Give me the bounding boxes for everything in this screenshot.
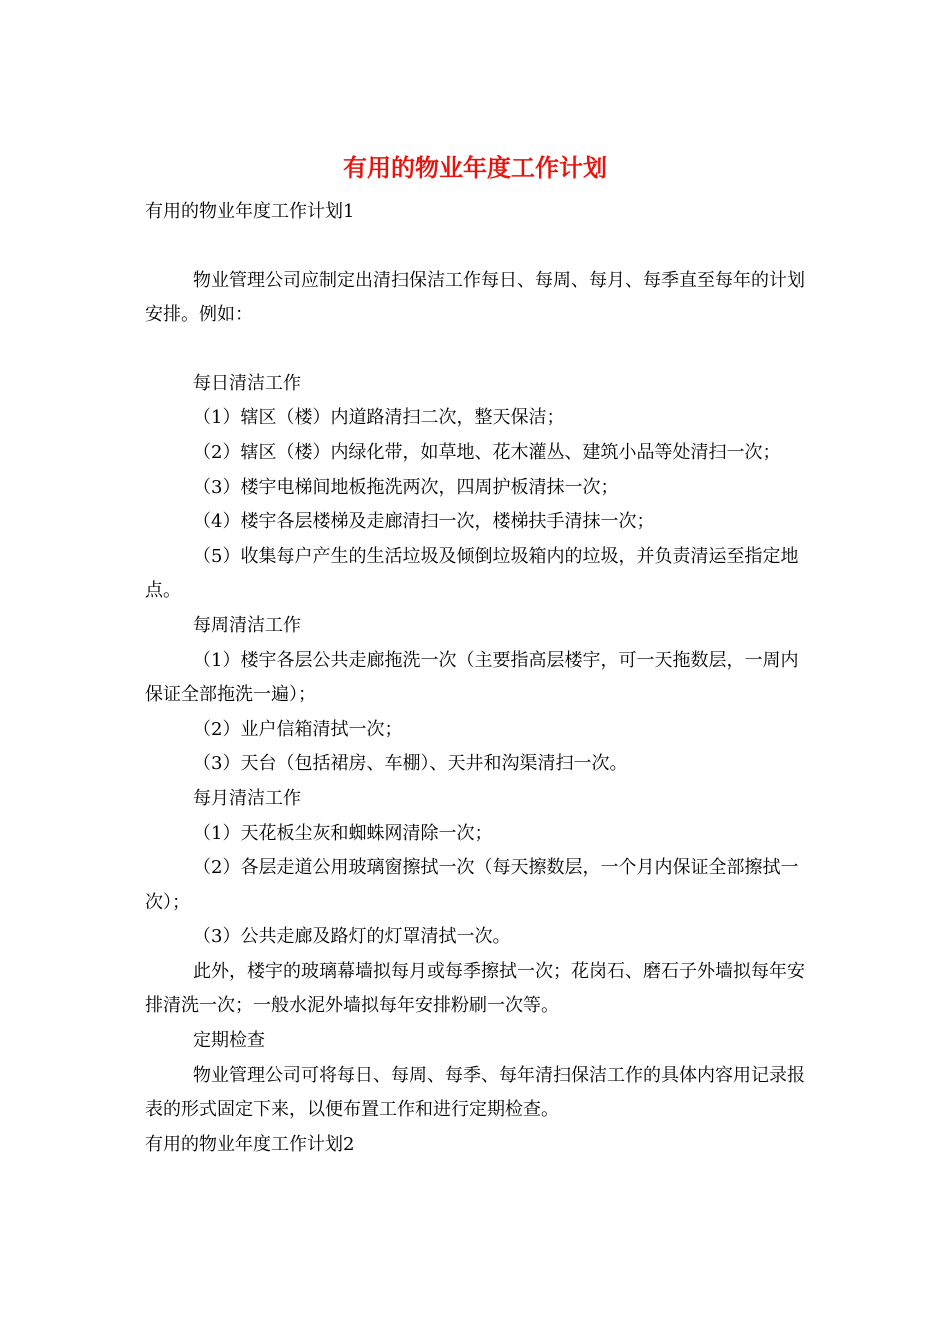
weekly-item-2: （2）业户信箱清拭一次；: [193, 718, 403, 740]
monthly-heading: 每月清洁工作: [193, 787, 301, 809]
document-title: 有用的物业年度工作计划: [343, 153, 607, 182]
inspection-paragraph: 物业管理公司可将每日、每周、每季、每年清扫保洁工作的具体内容用记录报表的形式固定下来，以便布置工作和进行定期检查。: [145, 1064, 805, 1121]
weekly-heading: 每周清洁工作: [193, 614, 301, 636]
section-2-heading: 有用的物业年度工作计划2: [145, 1133, 355, 1155]
weekly-item-3: （3）天台（包括裙房、车棚）、天井和沟渠清扫一次。: [193, 753, 628, 775]
monthly-item-1: （1）天花板尘灰和蜘蛛网清除一次；: [193, 822, 493, 844]
section-1-heading: 有用的物业年度工作计划1: [145, 201, 355, 222]
extra-paragraph: 此外，楼宇的玻璃幕墙拟每月或每季擦拭一次；花岗石、磨石子外墙拟每年安排清洗一次；一般水泥外墙拟每年安排粉刷一次等。: [145, 960, 805, 1017]
weekly-item-1: （1）楼宇各层公共走廊拖洗一次（主要指高层楼宇，可一天拖数层，一周内保证全部拖洗一遍）；: [145, 649, 799, 706]
daily-item-5: （5）收集每户产生的生活垃圾及倾倒垃圾箱内的垃圾，并负责清运至指定地点。: [145, 545, 799, 602]
daily-item-3: （3）楼宇电梯间地板拖洗两次，四周护板清抹一次；: [193, 476, 619, 498]
inspection-heading: 定期检查: [193, 1030, 265, 1052]
intro-paragraph: 物业管理公司应制定出清扫保洁工作每日、每周、每月、每季直至每年的计划安排。例如：: [145, 269, 805, 326]
daily-item-2: （2）辖区（楼）内绿化带，如草地、花木灌丛、建筑小品等处清扫一次；: [193, 441, 781, 463]
daily-heading: 每日清洁工作: [193, 372, 301, 394]
document-body: [145, 195, 805, 1162]
daily-item-4: （4）楼宇各层楼梯及走廊清扫一次，楼梯扶手清抹一次；: [193, 511, 655, 533]
monthly-item-2: （2）各层走道公用玻璃窗擦拭一次（每天擦数层，一个月内保证全部擦拭一次）；: [145, 857, 799, 913]
daily-item-1: （1）辖区（楼）内道路清扫二次，整天保洁；: [193, 407, 565, 429]
monthly-item-3: （3）公共走廊及路灯的灯罩清拭一次。: [193, 926, 511, 948]
